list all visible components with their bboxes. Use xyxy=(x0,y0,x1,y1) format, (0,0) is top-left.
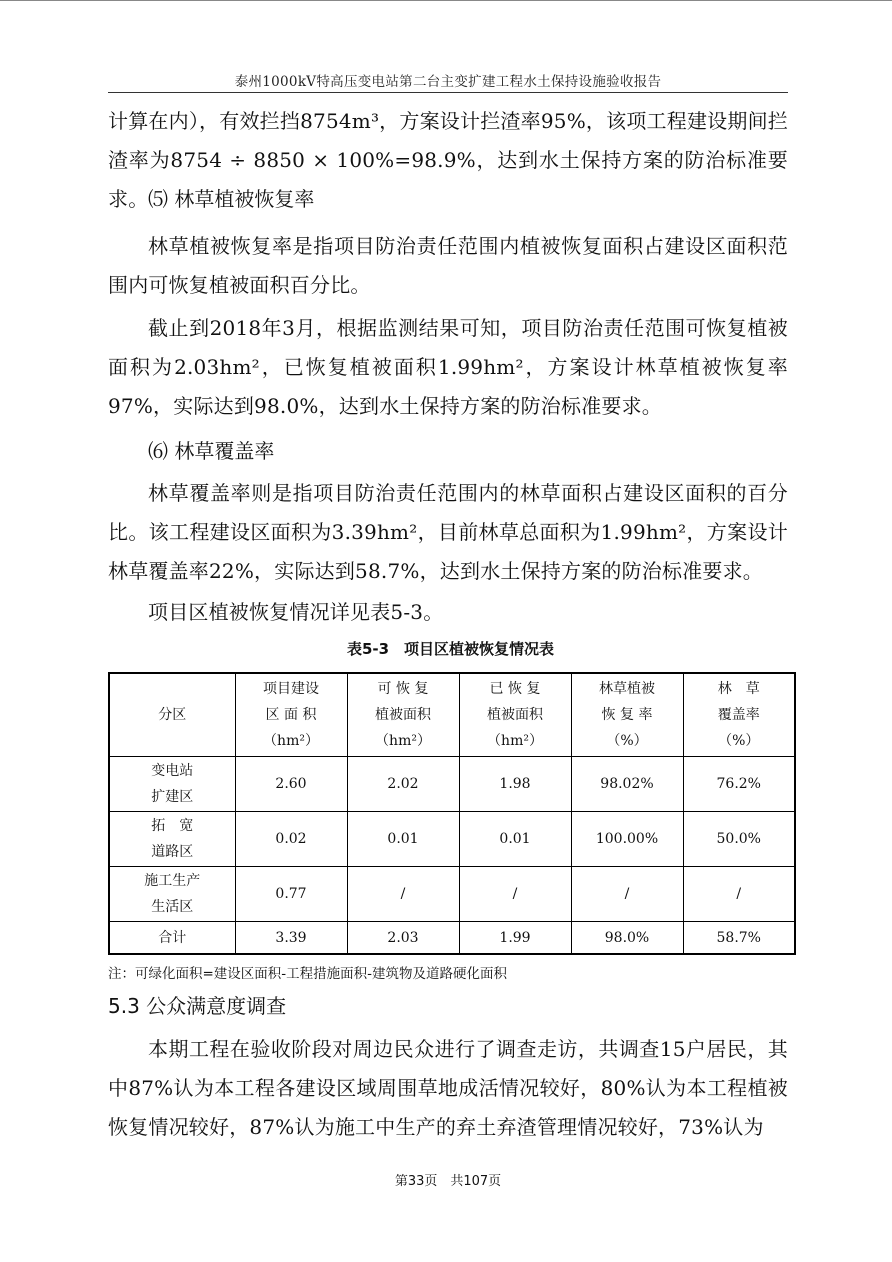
page-header: 泰州1000kV特高压变电站第二台主变扩建工程水土保持设施验收报告 xyxy=(234,74,662,90)
table-note: 注：可绿化面积=建设区面积-工程措施面积-建筑物及道路硬化面积 xyxy=(108,966,508,982)
value-cell: 0.01 xyxy=(459,812,571,867)
vegetation-recovery-table xyxy=(108,672,796,955)
value-cell: / xyxy=(571,867,683,922)
header-zone: 分区 xyxy=(109,673,235,757)
paragraph-coverage: 林草覆盖率则是指项目防治责任范围内的林草面积占建设区面积的百分比。该工程建设区面积为3.39hm²，目前林草总面积为1.99hm²，方案设计林草覆盖率22%，实际达到58.7%，达到水土保持方案的防治标准要求。 xyxy=(108,481,788,583)
header-recoverable-area: 可 恢 复 植被面积 （hm²） xyxy=(347,673,459,757)
value-cell: 0.02 xyxy=(235,812,347,867)
zone-cell: 施工生产 生活区 xyxy=(109,867,235,922)
value-cell: 1.98 xyxy=(459,757,571,812)
header-rule xyxy=(108,92,788,93)
header-recovery-rate: 林草植被 恢 复 率 （%） xyxy=(571,673,683,757)
value-cell: 2.02 xyxy=(347,757,459,812)
value-cell: 2.03 xyxy=(347,922,459,955)
value-cell: / xyxy=(683,867,795,922)
section-heading: 5.3 公众满意度调查 xyxy=(108,994,287,1018)
table-caption: 表5-3 项目区植被恢复情况表 xyxy=(346,640,555,658)
value-cell: / xyxy=(459,867,571,922)
value-cell: / xyxy=(347,867,459,922)
header-coverage-rate: 林 草 覆盖率 （%） xyxy=(683,673,795,757)
value-cell: 1.99 xyxy=(459,922,571,955)
zone-cell: 合计 xyxy=(109,922,235,955)
value-cell: 50.0% xyxy=(683,812,795,867)
value-cell: 2.60 xyxy=(235,757,347,812)
paragraph-recovery-definition: 林草植被恢复率是指项目防治责任范围内植被恢复面积占建设区面积范围内可恢复植被面积百分比。 xyxy=(108,234,788,297)
table-row xyxy=(109,812,795,867)
table-row xyxy=(109,757,795,812)
zone-cell: 变电站 扩建区 xyxy=(109,757,235,812)
value-cell: 98.02% xyxy=(571,757,683,812)
value-cell: 0.01 xyxy=(347,812,459,867)
zone-cell: 拓 宽 道路区 xyxy=(109,812,235,867)
paragraph-public-survey: 本期工程在验收阶段对周边民众进行了调查走访，共调查15户居民，其中87%认为本工程各建设区域周围草地成活情况较好，80%认为本工程植被恢复情况较好，87%认为施工中生产的弃土弃渣管理情况较好，73%认为 xyxy=(108,1037,788,1139)
value-cell: 100.00% xyxy=(571,812,683,867)
table-header-row xyxy=(109,673,795,757)
subheading-vegetation-recovery: ⑸ 林草植被恢复率 xyxy=(148,187,315,211)
paragraph-table-reference: 项目区植被恢复情况详见表5-3。 xyxy=(148,600,444,624)
table-total-row xyxy=(109,922,795,955)
value-cell: 0.77 xyxy=(235,867,347,922)
page-number: 第33页 共107页 xyxy=(394,1174,502,1189)
subheading-coverage-rate: ⑹ 林草覆盖率 xyxy=(148,439,275,463)
header-recovered-area: 已 恢 复 植被面积 （hm²） xyxy=(459,673,571,757)
header-construction-area: 项目建设 区 面 积 （hm²） xyxy=(235,673,347,757)
value-cell: 3.39 xyxy=(235,922,347,955)
paragraph-slag-rate: 计算在内），有效拦挡8754m³，方案设计拦渣率95%，该项工程建设期间拦渣率为8754 ÷ 8850 × 100%=98.9%，达到水土保持方案的防治标准要求。 xyxy=(108,109,788,211)
value-cell: 58.7% xyxy=(683,922,795,955)
value-cell: 98.0% xyxy=(571,922,683,955)
table-row xyxy=(109,867,795,922)
top-border-line xyxy=(0,0,892,1)
paragraph-recovery-result: 截止到2018年3月，根据监测结果可知，项目防治责任范围可恢复植被面积为2.03hm²，已恢复植被面积1.99hm²，方案设计林草植被恢复率97%，实际达到98.0%，达到水土保持方案的防治标准要求。 xyxy=(108,316,788,418)
value-cell: 76.2% xyxy=(683,757,795,812)
